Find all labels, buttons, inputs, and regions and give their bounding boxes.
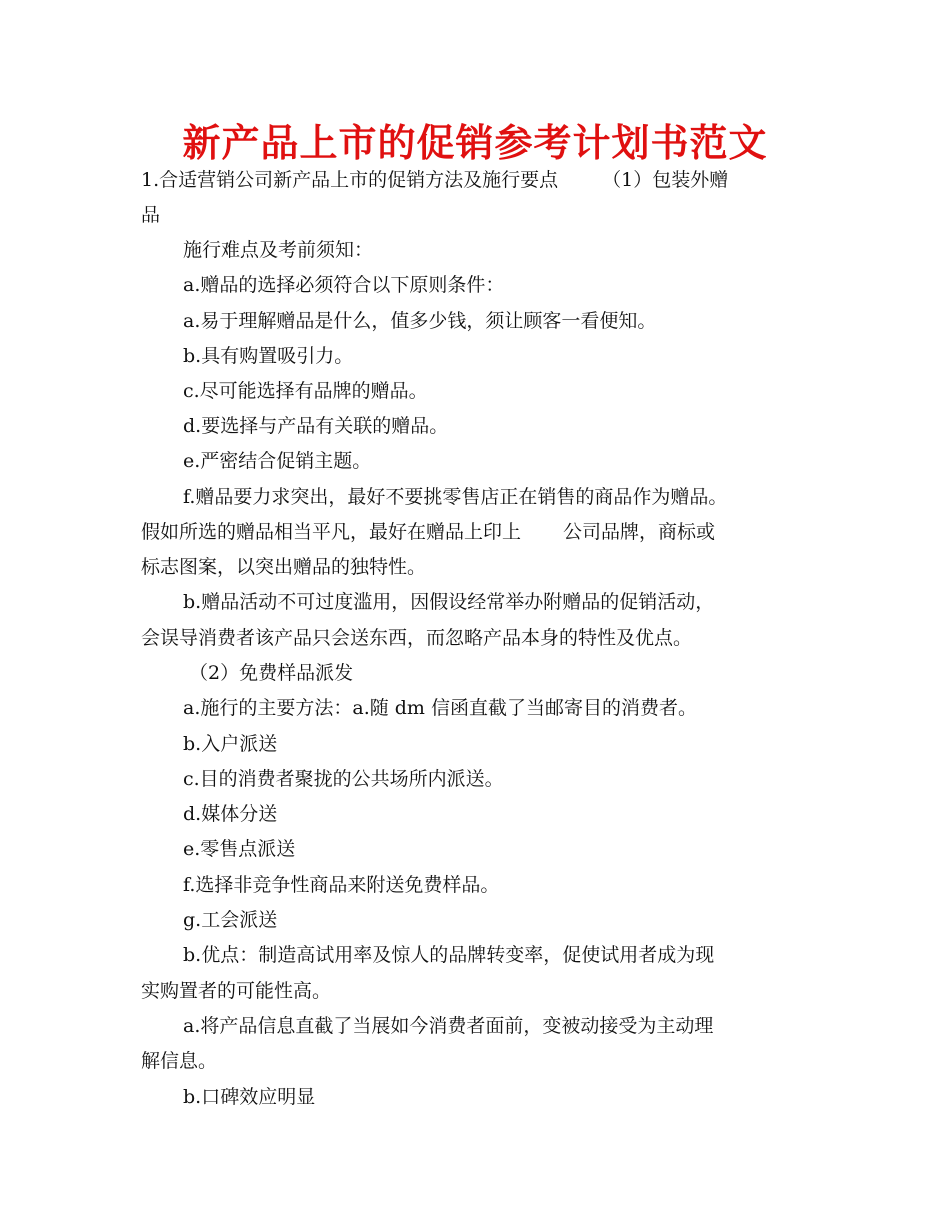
list-item-home: b.入户派送 <box>183 733 278 755</box>
section-heading-samples: （2）免费样品派发 <box>189 662 354 684</box>
list-item-media: d.媒体分送 <box>183 803 278 825</box>
heading-text: 1.合适营销公司新产品上市的促销方法及施行要点 <box>141 169 559 191</box>
heading-line <box>141 168 728 192</box>
list-item-union: g.工会派送 <box>183 909 278 931</box>
paragraph-b-line1: b.赠品活动不可过度滥用，因假设经常举办附赠品的促销活动， <box>183 591 715 613</box>
paragraph-info-line2: 解信息。 <box>141 1050 218 1072</box>
list-item-f-line2-brand: 公司品牌，商标或 <box>563 521 716 543</box>
subheading-packaging: （1）包装外赠 <box>602 169 729 191</box>
list-item-e: e.严密结合促销主题。 <box>183 450 372 472</box>
paragraph-methods: a.施行的主要方法：a.随 dm 信函直截了当邮寄目的消费者。 <box>183 697 697 719</box>
list-item-b: b.具有购置吸引力。 <box>183 345 354 367</box>
list-item-retail: e.零售点派送 <box>183 838 296 860</box>
list-item-d: d.要选择与产品有关联的赠品。 <box>183 415 449 437</box>
paragraph-info-line1: a.将产品信息直截了当展如今消费者面前，变被动接受为主动理 <box>183 1015 714 1037</box>
heading-wrap: 品 <box>141 204 161 226</box>
paragraph-advantages-line2: 实购置者的可能性高。 <box>141 980 332 1002</box>
list-item-public: c.目的消费者聚拢的公共场所内派送。 <box>183 768 504 790</box>
paragraph-b-line2: 会误导消费者该产品只会送东西，而忽略产品本身的特性及优点。 <box>141 627 693 649</box>
list-item-noncompete: f.选择非竞争性商品来附送免费样品。 <box>183 874 500 896</box>
paragraph-notice: 施行难点及考前须知： <box>183 239 374 261</box>
list-item-f-line2 <box>141 520 715 544</box>
list-item-c: c.尽可能选择有品牌的赠品。 <box>183 380 428 402</box>
list-item-f-line1: f.赠品要力求突出，最好不要挑零售店正在销售的商品作为赠品。 <box>183 486 728 508</box>
paragraph-advantages-line1: b.优点：制造高试用率及惊人的品牌转变率，促使试用者成为现 <box>183 944 715 966</box>
list-item-f-line2-text: 假如所选的赠品相当平凡，最好在赠品上印上 <box>141 521 522 543</box>
document-title: 新产品上市的促销参考计划书范文 <box>182 121 768 165</box>
list-item-a: a.易于理解赠品是什么，值多少钱，须让顾客一看便知。 <box>183 310 657 332</box>
list-item-f-line3: 标志图案，以突出赠品的独特性。 <box>141 556 427 578</box>
paragraph-principles: a.赠品的选择必须符合以下原则条件： <box>183 274 505 296</box>
paragraph-word-of-mouth: b.口碑效应明显 <box>183 1086 316 1108</box>
